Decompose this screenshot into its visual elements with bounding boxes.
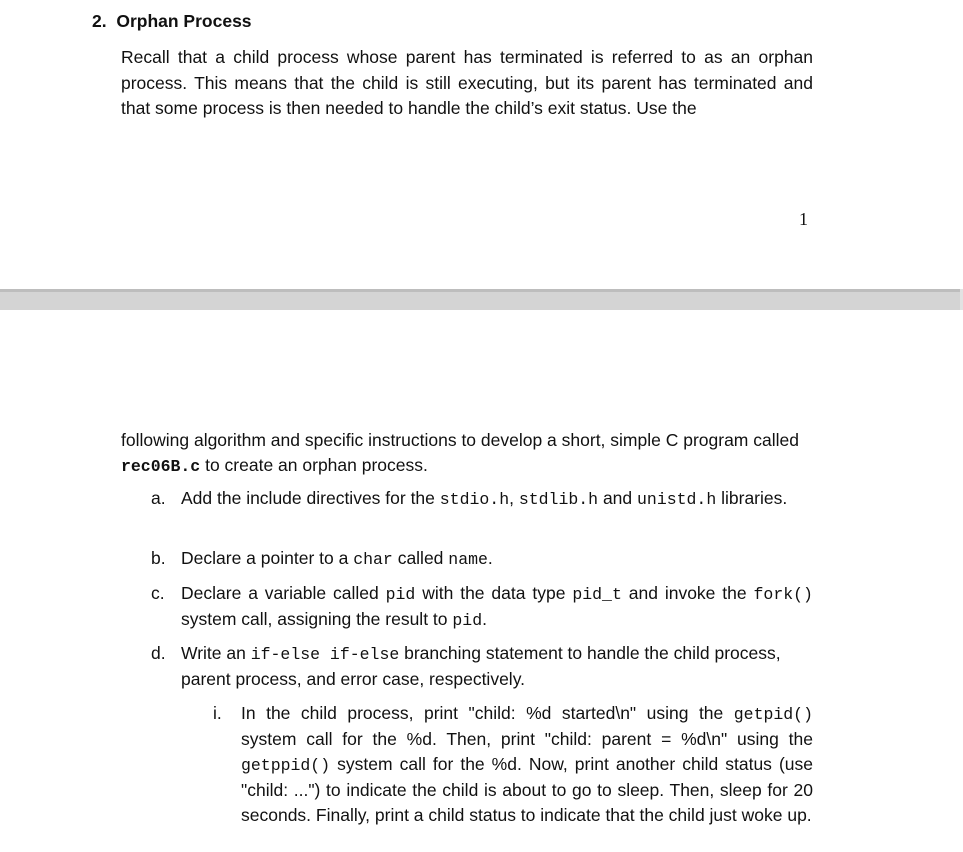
step-c-label: c. <box>151 583 165 603</box>
step-b-label: b. <box>151 548 166 568</box>
page-number: 1 <box>799 209 808 229</box>
page-break <box>0 289 963 310</box>
section-title: Orphan Process <box>116 11 252 31</box>
file-name: rec06B.c <box>121 457 201 476</box>
page-shadow <box>0 289 963 292</box>
code-stdio: stdio.h <box>439 490 510 509</box>
code-pid: pid <box>385 585 416 604</box>
step-a-label: a. <box>151 488 166 508</box>
code-pid-t: pid_t <box>572 585 622 604</box>
step-c-text: Declare a variable called pid with the data type pid_t and invoke the fork() system call, assigning the result to pid. <box>181 583 813 630</box>
document-page-1 <box>0 0 963 289</box>
document-page-2 <box>0 310 963 852</box>
code-name: name <box>448 550 488 569</box>
step-d-label: d. <box>151 643 166 663</box>
section-heading <box>92 11 252 32</box>
step-d-i-label: i. <box>213 703 222 723</box>
code-getpid: getpid() <box>733 705 813 724</box>
intro-paragraph: Recall that a child process whose parent has terminated is referred to as an orphan process. This means that the child is still executing, but its parent has terminated and that some process is then needed to handle the child’s exit status. Use the <box>121 47 813 118</box>
step-d-i-text: In the child process, print "child: %d started\n" using the getpid() system call for the %d. Then, print "child: parent = %d\n" using the getppid() system call for the %d. Now, print another child status (use "child: ...") to indicate the child is about to go to sleep. Then, sleep for 20 seconds. Finally, print a child status to indicate that the child just woke up. <box>241 703 813 825</box>
continuation-paragraph: following algorithm and specific instructions to develop a short, simple C program called rec06B.c to create an orphan process. <box>121 430 799 476</box>
step-d-text: Write an if-else if-else branching statement to handle the child process, parent process, and error case, respectively. <box>181 643 781 689</box>
code-stdlib: stdlib.h <box>518 490 599 509</box>
code-if-else: if-else if-else <box>250 645 400 664</box>
step-a-text: Add the include directives for the stdio.h, stdlib.h and unistd.h libraries. <box>181 488 788 509</box>
section-number: 2. <box>92 11 107 31</box>
code-pid-2: pid <box>452 611 483 630</box>
code-unistd: unistd.h <box>637 490 717 509</box>
code-getppid: getppid() <box>241 756 331 775</box>
code-char: char <box>353 550 393 569</box>
code-fork: fork() <box>753 585 813 604</box>
step-b-text: Declare a pointer to a char called name. <box>181 548 493 569</box>
